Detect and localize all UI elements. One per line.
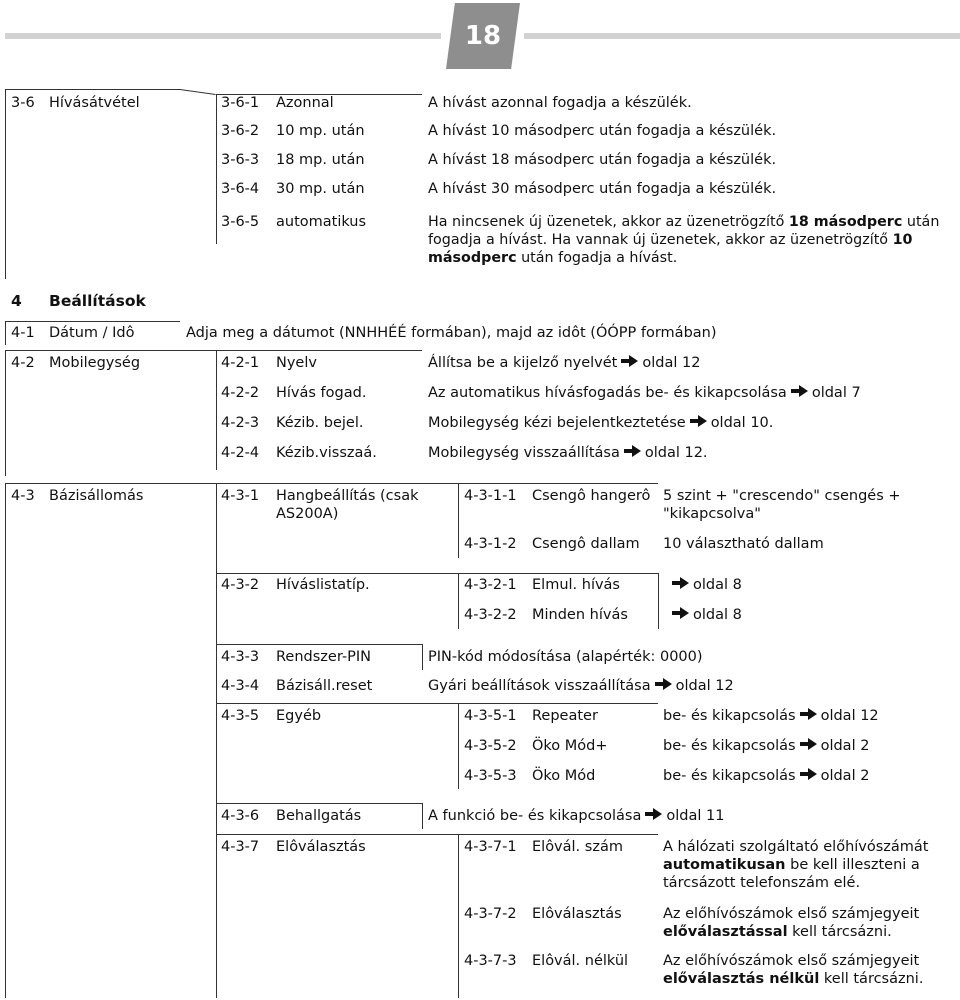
page-ref: oldal 12 [642,355,701,371]
menu-desc: A funkció be- és kikapcsolása oldal 11 [428,808,725,824]
page-ref: oldal 12 [675,678,734,694]
rule [658,573,659,629]
menu-desc: A hívást 10 másodperc után fogadja a készülék. [428,123,777,139]
menu-name: Elôválasztás [532,906,622,922]
rule [458,834,658,835]
menu-desc: A hálózati szolgáltató előhívószámát automatikusan be kell illeszteni a tárcsázott telefonszám elé. [663,839,929,891]
rule [5,89,180,90]
menu-name: Minden hívás [532,607,628,623]
menu-id: 4-3-5-1 [464,708,517,724]
menu-desc: A hívást 18 másodperc után fogadja a készülék. [428,152,777,168]
menu-desc: Gyári beállítások visszaállítása oldal 12 [428,678,734,694]
page-ref: oldal 2 [820,768,870,784]
right-arrow-icon [690,414,707,428]
menu-id: 4-3-7 [221,839,260,855]
rule [458,703,658,704]
menu-name: Nyelv [276,355,317,371]
menu-desc [668,606,742,624]
rule [5,350,180,351]
menu-id: 4-3-7-1 [464,839,517,855]
menu-id: 4-3-2-1 [464,577,517,593]
rule [422,803,423,829]
menu-name: 18 mp. után [276,152,365,168]
menu-id: 4-3-2-2 [464,607,517,623]
header-rule-left [5,33,441,39]
menu-name: Hívás fogad. [276,385,367,401]
right-arrow-icon [672,576,689,590]
rule [5,89,6,279]
connector [180,89,216,95]
rule [5,483,180,484]
rule [216,834,422,835]
rule [216,483,422,484]
menu-desc: Adja meg a dátumot (NNHHÉÉ formában), majd az idôt (ÓÓPP formában) [186,325,717,341]
menu-id: 4-3 [11,488,35,504]
connector [422,703,458,704]
menu-id: 3-6-4 [221,181,260,197]
connector [422,483,458,484]
menu-id: 4-3-1-1 [464,488,517,504]
menu-name: automatikus [276,214,367,230]
menu-desc: Mobilegység kézi bejelentkeztetése oldal 10. [428,415,774,431]
rule [458,483,459,558]
menu-id: 4-3-4 [221,678,260,694]
menu-name: Bázisáll.reset [276,678,373,694]
rule [216,350,422,351]
menu-desc: A hívást 30 másodperc után fogadja a készülék. [428,181,777,197]
menu-desc: 5 szint + "crescendo" csengés + "kikapcsolva" [663,488,901,522]
section-number: 4 [11,292,22,310]
rule [216,573,422,574]
page-number: 18 [464,21,502,51]
rule [5,483,6,998]
menu-name: Elmul. hívás [532,577,620,593]
rule [458,483,658,484]
menu-name: Híváslistatíp. [276,577,370,593]
rule [5,350,6,476]
menu-id: 4-1 [11,325,35,341]
connector [422,834,458,835]
menu-desc: be- és kikapcsolás oldal 2 [663,768,870,784]
menu-id: 3-6-1 [221,95,260,111]
menu-desc: Állítsa be a kijelző nyelvét oldal 12 [428,355,701,371]
right-arrow-icon [672,606,689,620]
rule [5,321,6,345]
page-ref: oldal 10. [710,415,774,431]
menu-name: Repeater [532,708,598,724]
menu-name: Elôválasztás [276,839,366,855]
section-title: Beállítások [49,292,146,310]
menu-id: 4-3-5 [221,708,260,724]
menu-name: Behallgatás [276,808,362,824]
menu-name: Mobilegység [49,355,141,371]
menu-desc: Mobilegység visszaállítása oldal 12. [428,445,708,461]
menu-name: Csengô hangerô [532,488,651,504]
menu-id: 4-3-1 [221,488,260,504]
menu-desc: Ha nincsenek új üzenetek, akkor az üzenetrögzítő 18 másodperc után fogadja a hívást. Ha vannak új üzenetek, akkor az üzenetrögzítő 10 másodperc után fogadja a hívást. [428,214,940,266]
right-arrow-icon [800,707,817,721]
right-arrow-icon [800,737,817,751]
menu-id: 3-6-2 [221,123,260,139]
menu-desc [668,576,742,594]
right-arrow-icon [655,677,672,691]
right-arrow-icon [624,444,641,458]
connector [180,350,216,351]
menu-id: 4-2-3 [221,415,260,431]
rule [458,573,459,629]
menu-name: Elôvál. szám [532,839,623,855]
menu-id: 4-2-2 [221,385,260,401]
rule [458,573,658,574]
menu-name: 30 mp. után [276,181,365,197]
page-ref: oldal 11 [666,808,725,824]
rule [216,803,422,804]
menu-name: Dátum / Idô [49,325,135,341]
menu-desc: A hívást azonnal fogadja a készülék. [428,95,692,111]
menu-id: 4-3-2 [221,577,260,593]
menu-name: Hívásátvétel [49,95,140,111]
connector [180,483,216,484]
rule [216,350,217,470]
menu-name: Csengô dallam [532,536,640,552]
menu-name: 10 mp. után [276,123,365,139]
menu-id: 4-3-5-2 [464,738,517,754]
header-rule-right [524,33,960,39]
menu-id: 4-3-6 [221,808,260,824]
page-ref: oldal 12 [820,708,879,724]
menu-desc: Az előhívószámok első számjegyeit előválasztás nélkül kell tárcsázni. [663,953,924,987]
menu-id: 4-3-3 [221,649,260,665]
rule [458,834,459,998]
menu-id: 4-3-1-2 [464,536,517,552]
rule [216,644,422,645]
menu-id: 4-3-5-3 [464,768,517,784]
menu-desc: Az előhívószámok első számjegyeit előválasztással kell tárcsázni. [663,906,920,940]
menu-name: Hangbeállítás (csak AS200A) [276,488,419,522]
right-arrow-icon [645,807,662,821]
rule [216,483,217,998]
menu-name: Rendszer-PIN [276,649,371,665]
menu-desc: Az automatikus hívásfogadás be- és kikapcsolása oldal 7 [428,385,861,401]
menu-name: Kézib.visszaá. [276,445,377,461]
connector [422,573,458,574]
rule [422,644,423,670]
menu-name: Kézib. bejel. [276,415,364,431]
menu-id: 3-6-5 [221,214,260,230]
rule [458,703,459,789]
right-arrow-icon [621,354,638,368]
menu-desc: 10 választható dallam [663,536,824,552]
menu-id: 4-2 [11,355,35,371]
menu-name: Elôvál. nélkül [532,953,629,969]
rule [216,703,422,704]
rule [5,321,180,322]
menu-id: 4-2-1 [221,355,260,371]
menu-name: Öko Mód [532,768,596,784]
menu-name: Bázisállomás [49,488,144,504]
menu-id: 3-6-3 [221,152,260,168]
menu-id: 3-6 [11,95,35,111]
menu-id: 4-3-7-3 [464,953,517,969]
menu-name: Öko Mód+ [532,738,608,754]
menu-id: 4-3-7-2 [464,906,517,922]
page-ref: oldal 8 [693,577,742,593]
menu-desc: PIN-kód módosítása (alapérték: 0000) [428,649,703,665]
menu-desc: be- és kikapcsolás oldal 12 [663,708,879,724]
menu-desc: be- és kikapcsolás oldal 2 [663,738,870,754]
page-ref: oldal 8 [693,607,742,623]
page-ref: oldal 12. [644,445,708,461]
menu-name: Azonnal [276,95,334,111]
rule [216,94,217,244]
menu-id: 4-2-4 [221,445,260,461]
menu-name: Egyéb [276,708,322,724]
right-arrow-icon [800,767,817,781]
page-ref: oldal 2 [820,738,870,754]
page-ref: oldal 7 [811,385,861,401]
right-arrow-icon [791,384,808,398]
